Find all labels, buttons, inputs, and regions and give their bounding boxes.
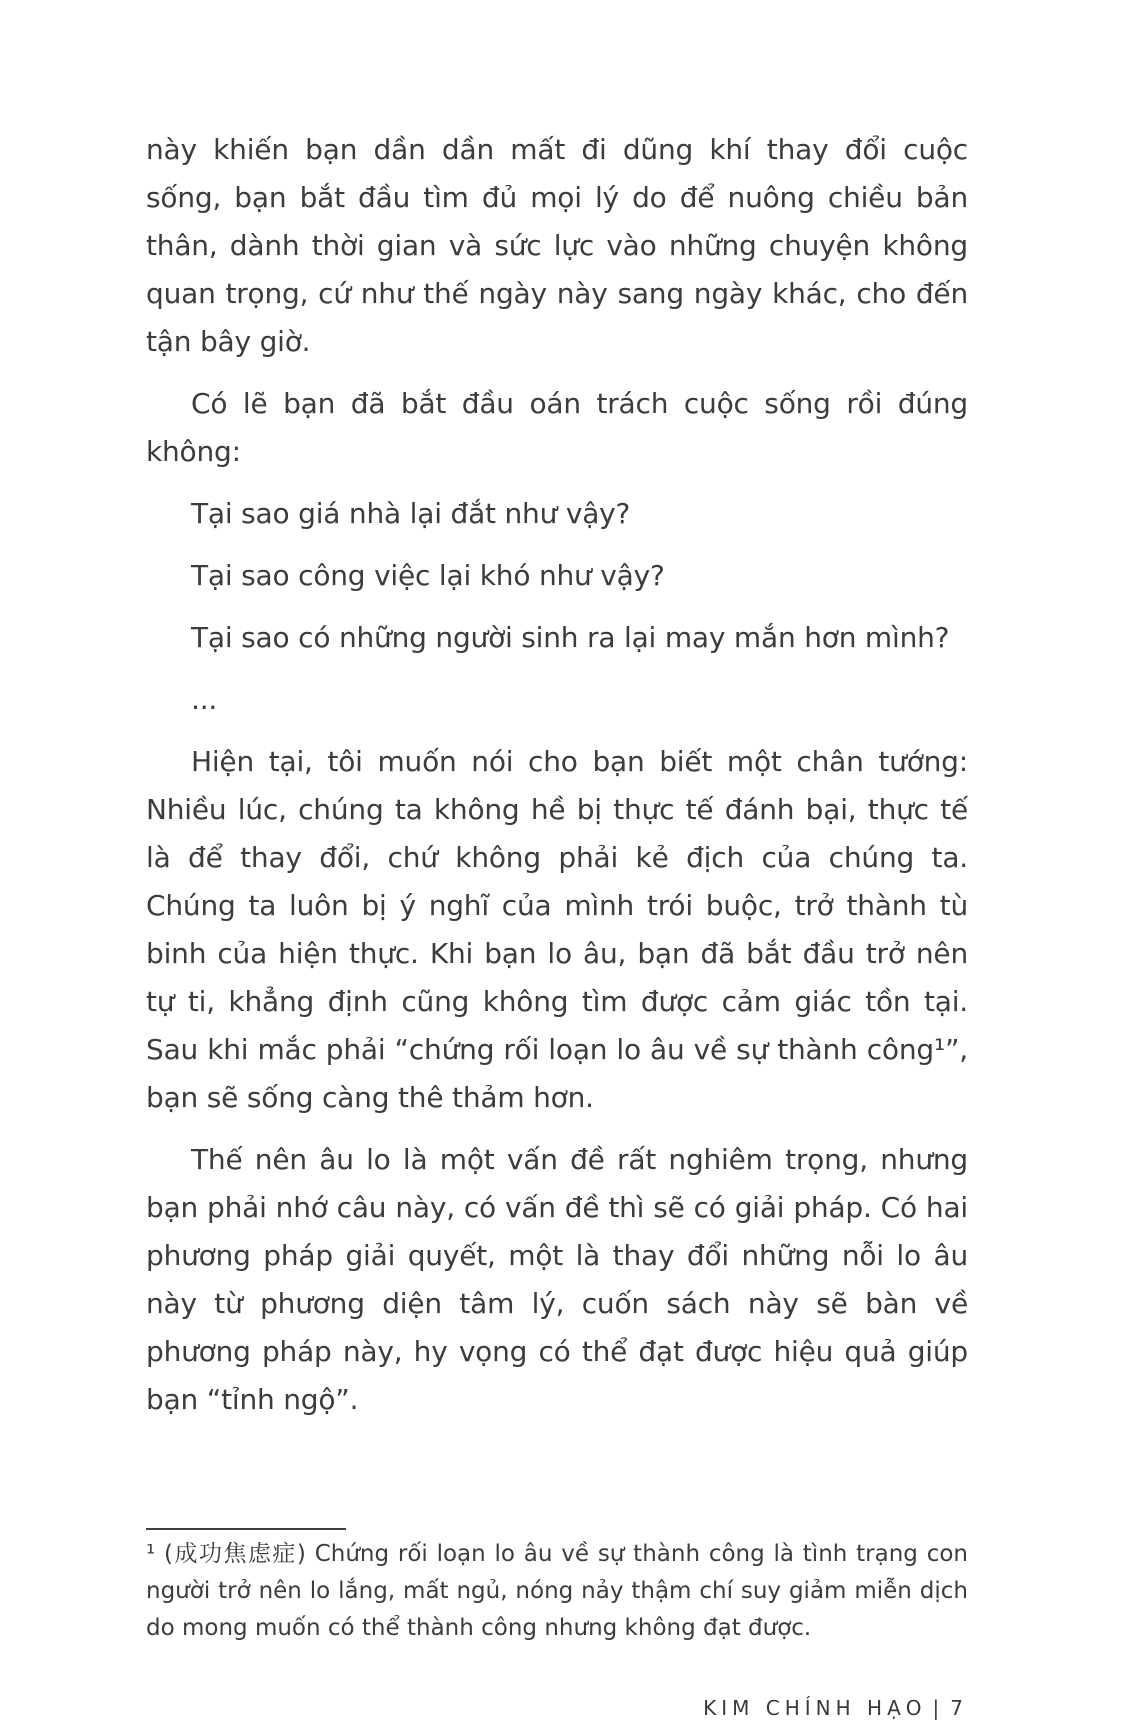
footer-separator: | bbox=[932, 1696, 945, 1720]
page-number: 7 bbox=[950, 1696, 968, 1720]
question-house-price: Tại sao giá nhà lại đắt như vậy? bbox=[191, 497, 631, 530]
paragraph-complaint-intro: Có lẽ bạn đã bắt đầu oán trách cuộc sống rồi đúng không: bbox=[146, 387, 968, 468]
paragraph-solution: Thế nên âu lo là một vấn đề rất nghiêm trọng, nhưng bạn phải nhớ câu này, có vấn đề thì sẽ có giải pháp. Có hai phương pháp giải quyết, một là thay đổi những nỗi lo âu này từ phương diện tâm lý, cuốn sách này sẽ bàn về phương pháp này, hy vọng có thể đạt được hiệu quả giúp bạn “tỉnh ngộ”. bbox=[146, 1143, 968, 1416]
footnote: ¹ (成功焦虑症) Chứng rối loạn lo âu về sự thành công là tình trạng con người trở nên lo lắng, mất ngủ, nóng nảy thậm chí suy giảm miễn dịch do mong muốn có thể thành công nhưng không đạt được. bbox=[146, 1541, 968, 1641]
question-work-difficulty: Tại sao công việc lại khó như vậy? bbox=[191, 559, 665, 592]
page-body bbox=[146, 126, 968, 1424]
paragraph-truth: Hiện tại, tôi muốn nói cho bạn biết một chân tướng: Nhiều lúc, chúng ta không hề bị thực tế đánh bại, thực tế là để thay đổi, chứ không phải kẻ địch của chúng ta. Chúng ta luôn bị ý nghĩ của mình trói buộc, trở thành tù binh của hiện thực. Khi bạn lo âu, bạn đã bắt đầu trở nên tự ti, khẳng định cũng không tìm được cảm giác tồn tại. Sau khi mắc phải “chứng rối loạn lo âu về sự thành công¹”, bạn sẽ sống càng thê thảm hơn. bbox=[146, 745, 968, 1114]
ellipsis-line: ... bbox=[191, 683, 218, 716]
footnote-divider bbox=[146, 1528, 346, 1530]
paragraph-continuation: này khiến bạn dần dần mất đi dũng khí thay đổi cuộc sống, bạn bắt đầu tìm đủ mọi lý do để nuông chiều bản thân, dành thời gian và sức lực vào những chuyện không quan trọng, cứ như thế ngày này sang ngày khác, cho đến tận bây giờ. bbox=[146, 133, 968, 358]
page-footer bbox=[146, 1693, 968, 1723]
question-luck: Tại sao có những người sinh ra lại may mắn hơn mình? bbox=[191, 621, 950, 654]
running-header-author: KIM CHÍNH HẠO bbox=[703, 1696, 927, 1720]
